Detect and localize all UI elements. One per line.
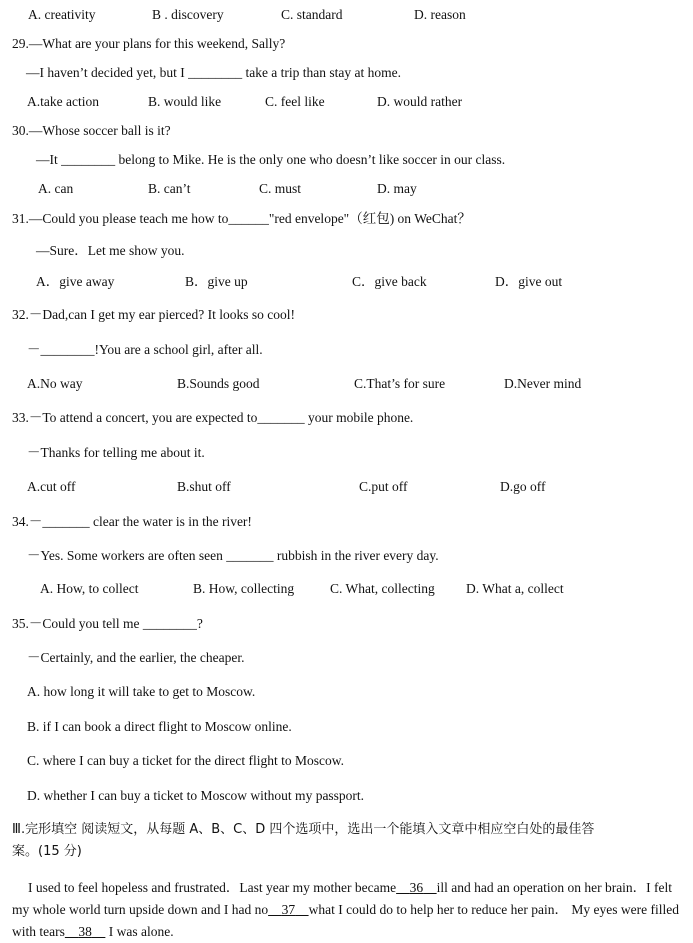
q29-option-b: B. would like — [148, 94, 222, 109]
q35-reply: －Certainly, and the earlier, the cheaper. — [27, 650, 245, 665]
q31-stem: 31.—Could you please teach me how to______"red envelope"（红包) on WeChat？ — [12, 211, 471, 226]
q30-option-c: C. must — [259, 181, 302, 196]
q30-option-b: B. can’t — [148, 181, 191, 196]
passage-text-1: I used to feel hopeless and frustrated．Last year my mother became — [28, 880, 397, 895]
q34-stem: 34.－_______ clear the water is in the river! — [12, 514, 252, 529]
q34-option-d: D. What a, collect — [466, 581, 564, 596]
q35-option-b: B. if I can book a direct flight to Moscow online. — [27, 719, 292, 734]
q29-option-a: A.take action — [27, 94, 99, 109]
blank-36-number: 36 — [409, 880, 424, 895]
q34-option-a: A. How, to collect — [40, 581, 139, 596]
q30-stem: 30.—Whose soccer ball is it? — [12, 123, 171, 138]
section3-heading-line2: 案。(15 分) — [12, 844, 82, 859]
q28-option-d: D. reason — [414, 7, 466, 22]
q28-option-a: A. creativity — [28, 7, 96, 22]
q28-option-b: B . discovery — [152, 7, 224, 22]
q32-option-b: B.Sounds good — [177, 376, 260, 391]
blank-37 — [268, 902, 309, 917]
q33-option-a: A.cut off — [27, 479, 76, 494]
q30-option-d: D. may — [377, 181, 417, 196]
q29-option-d: D. would rather — [377, 94, 463, 109]
q29-reply: —I haven’t decided yet, but I ________ take a trip than stay at home. — [26, 65, 402, 80]
cloze-passage — [12, 877, 680, 943]
passage-text-4: I was alone. — [108, 924, 174, 939]
blank-36 — [396, 880, 437, 895]
q31-reply: —Sure．Let me show you. — [36, 243, 185, 258]
q31-option-d: D．give out — [495, 274, 563, 289]
q33-option-c: C.put off — [359, 479, 408, 494]
q32-reply: －________!You are a school girl, after all. — [27, 342, 263, 357]
q33-reply: －Thanks for telling me about it. — [27, 445, 205, 460]
q31-option-a: A．give away — [36, 274, 115, 289]
blank-38-number: 38 — [78, 924, 92, 939]
blank-37-number: 37 — [281, 902, 296, 917]
q32-option-d: D.Never mind — [504, 376, 582, 391]
q34-option-c: C. What, collecting — [330, 581, 435, 596]
q33-option-d: D.go off — [500, 479, 546, 494]
q33-option-b: B.shut off — [177, 479, 231, 494]
q35-stem: 35.－Could you tell me ________? — [12, 616, 203, 631]
q30-reply: —It ________ belong to Mike. He is the only one who doesn’t like soccer in our class. — [36, 152, 506, 167]
passage-text-2: ill and had an operation on her brain．I felt my whole world turn upside down and I had no — [12, 880, 673, 917]
q29-option-c: C. feel like — [265, 94, 325, 109]
q34-option-b: B. How, collecting — [193, 581, 295, 596]
q35-option-a: A. how long it will take to get to Moscow. — [27, 684, 256, 699]
q29-stem: 29.—What are your plans for this weekend, Sally? — [12, 36, 286, 51]
section3-heading-line1: Ⅲ.完形填空 阅读短文，从每题 A、B、C、D 四个选项中，选出一个能填入文章中相应空白处的最佳答 — [12, 822, 595, 837]
q31-option-c: C．give back — [352, 274, 427, 289]
q32-option-a: A.No way — [27, 376, 83, 391]
q32-stem: 32.－Dad,can I get my ear pierced? It looks so cool! — [12, 307, 296, 322]
blank-38 — [65, 924, 106, 939]
q35-option-c: C. where I can buy a ticket for the direct flight to Moscow. — [27, 753, 345, 768]
passage-text-3: what I could do to help her to reduce her pain． My eyes were filled with tears — [12, 902, 679, 939]
q30-option-a: A. can — [38, 181, 74, 196]
q28-option-c: C. standard — [281, 7, 343, 22]
q32-option-c: C.That’s for sure — [354, 376, 446, 391]
q31-option-b: B．give up — [185, 274, 248, 289]
q33-stem: 33.－To attend a concert, you are expected to_______ your mobile phone. — [12, 410, 414, 425]
q35-option-d: D. whether I can buy a ticket to Moscow without my passport. — [27, 788, 365, 803]
q34-reply: －Yes. Some workers are often seen _______ rubbish in the river every day. — [27, 548, 439, 563]
